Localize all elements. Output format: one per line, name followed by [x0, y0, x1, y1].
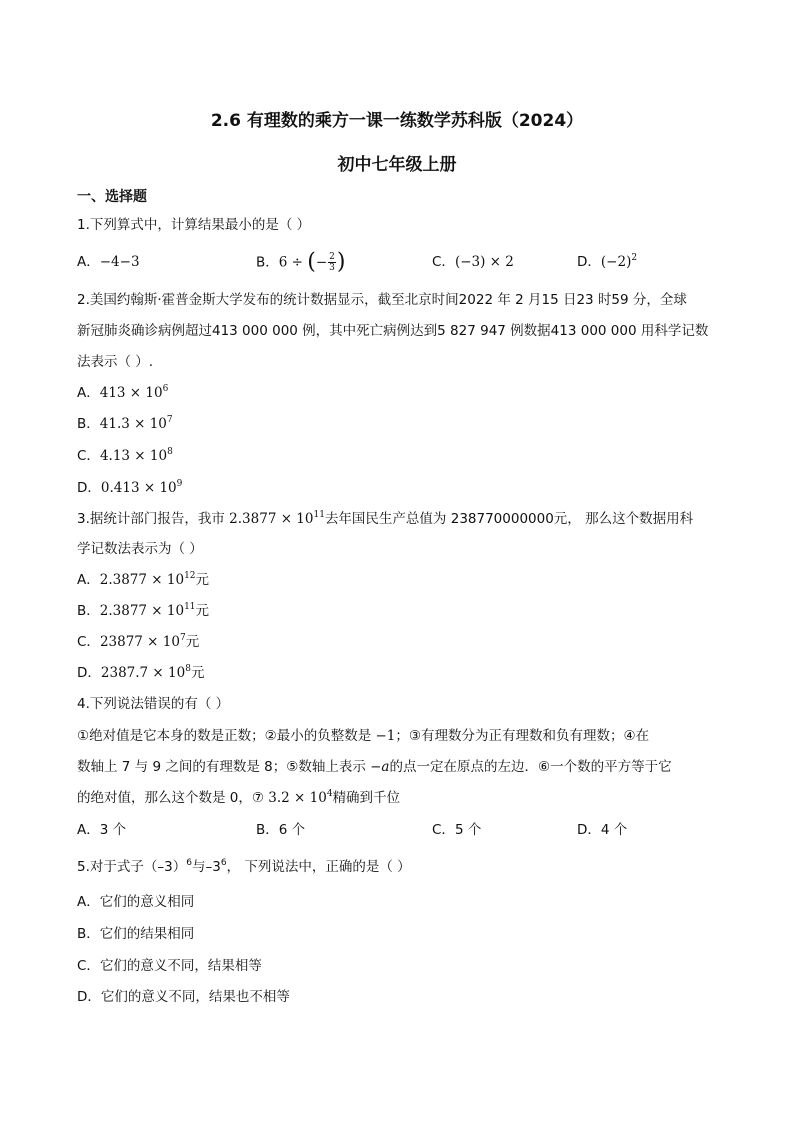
q3-option-b [77, 601, 209, 621]
option-exponent: 12 [184, 571, 196, 581]
option-base: 4.13 × 10 [99, 448, 168, 464]
option-label: D． [577, 822, 601, 838]
option-base: 413 × 10 [99, 385, 163, 401]
q5-option-b [77, 924, 194, 944]
stem-math-exponent: 11 [313, 510, 325, 520]
stem-text: 5.对于式子（–3） [77, 859, 187, 875]
q4-statements-line2 [77, 757, 672, 777]
statement-math-exponent: 4 [326, 789, 333, 799]
option-text: 它们的意义不同，结果也不相等 [100, 989, 290, 1005]
option-text: 5 个 [454, 822, 482, 838]
option-text: 它们的意义不同，结果相等 [99, 958, 262, 974]
statement-math: −1 [375, 728, 396, 744]
section-heading: 一、选择题 [77, 189, 147, 205]
option-base: 2.3877 × 10 [99, 572, 185, 588]
option-expr-prefix: 6 ÷ [278, 254, 303, 271]
q2-option-b [77, 414, 173, 434]
option-expr: −4−3 [99, 254, 140, 270]
minus-sign: − [315, 254, 328, 271]
option-label: B． [256, 822, 279, 838]
option-label: D． [577, 254, 601, 270]
statement-math-base: 3.2 × 10 [268, 790, 327, 806]
page-title: 2.6 有理数的乘方一课一练数学苏科版（2024） [210, 111, 584, 131]
option-base: 41.3 × 10 [99, 416, 167, 432]
q3-stem-line2: 学记数法表示为（ ） [77, 541, 203, 557]
statement-text: 精确到千位 [332, 790, 401, 806]
q3-stem-line1 [77, 509, 693, 529]
statement-text: 的绝对值，那么这个数是 0，⑦ [77, 790, 269, 806]
q4-statements-line1 [77, 726, 649, 746]
option-text: 3 个 [99, 822, 127, 838]
option-expr: (−3) × 2 [454, 254, 514, 270]
q1-stem: 1.下列算式中，计算结果最小的是（ ） [77, 217, 311, 233]
q5-option-c [77, 956, 262, 976]
option-text: 它们的结果相同 [99, 926, 195, 942]
option-text: 6 个 [278, 822, 306, 838]
left-paren: ( [307, 249, 316, 275]
option-exponent: 8 [185, 664, 191, 674]
fraction [328, 252, 336, 273]
q2-option-c [77, 446, 173, 466]
stem-text: 去年国民生产总值为 238770000000元， 那么这个数据用科 [324, 511, 694, 527]
option-label: B． [256, 254, 279, 271]
option-exponent: 7 [166, 415, 173, 425]
q2-option-a [77, 383, 168, 403]
option-exponent: 2 [631, 253, 638, 263]
option-label: D． [77, 989, 101, 1005]
option-unit: 元 [195, 603, 210, 619]
q3-option-d [77, 663, 204, 683]
stem-text: ， 下列说法中，正确的是（ ） [226, 859, 411, 875]
option-exponent: 7 [179, 633, 186, 643]
option-base: 0.413 × 10 [100, 480, 177, 496]
option-label: C． [432, 254, 455, 270]
stem-exponent: 6 [186, 858, 192, 868]
q2-option-d [77, 478, 182, 498]
q1-option-a [77, 252, 140, 272]
stem-math-base: 2.3877 × 10 [229, 511, 314, 527]
option-label: A． [77, 822, 100, 838]
fraction-numerator: 2 [329, 252, 335, 262]
q4-stem: 4.下列说法错误的有（ ） [77, 696, 230, 712]
option-label: B． [77, 603, 100, 619]
stem-text: 与–3 [191, 859, 221, 875]
q4-option-a [77, 820, 126, 840]
option-label: A． [77, 572, 100, 588]
q1-option-d [577, 252, 637, 272]
option-label: A． [77, 254, 100, 270]
q2-stem-line3: 法表示（ ）. [77, 354, 154, 370]
option-label: C． [432, 822, 455, 838]
q5-option-d [77, 987, 290, 1007]
option-label: A． [77, 385, 100, 401]
option-unit: 元 [185, 634, 200, 650]
page-subtitle: 初中七年级上册 [337, 155, 457, 175]
statement-text: ①绝对值是它本身的数是正数；②最小的负整数是 [77, 728, 376, 744]
q4-option-d [577, 820, 627, 840]
option-label: D． [77, 480, 101, 496]
option-base: 23877 × 10 [99, 634, 180, 650]
q3-option-a [77, 570, 209, 590]
option-exponent: 6 [162, 384, 169, 394]
statement-text: ；③有理数分为正有理数和负有理数；④在 [395, 728, 650, 744]
option-text: 它们的意义相同 [99, 894, 195, 910]
q4-statements-line3 [77, 788, 400, 808]
statement-math: −a [370, 759, 390, 775]
option-label: B． [77, 416, 100, 432]
q4-option-b [256, 820, 305, 840]
q2-stem-line2: 新冠肺炎确诊病例超过413 000 000 例，其中死亡病例达到5 827 947 例数据413 000 000 用科学记数 [77, 323, 709, 339]
option-base: 2387.7 × 10 [100, 665, 186, 681]
stem-text: 3.据统计部门报告，我市 [77, 511, 230, 527]
q1-option-b [256, 249, 346, 275]
q5-stem [77, 857, 411, 877]
q5-option-a [77, 892, 194, 912]
option-text: 4 个 [600, 822, 628, 838]
option-label: C． [77, 634, 100, 650]
option-label: A． [77, 894, 100, 910]
option-unit: 元 [195, 572, 210, 588]
option-base: (−2) [600, 254, 632, 270]
option-unit: 元 [190, 665, 205, 681]
q1-option-c [432, 252, 514, 272]
option-exponent: 11 [184, 602, 196, 612]
q2-stem-line1: 2.美国约翰斯·霍普金斯大学发布的统计数据显示，截至北京时间2022 年 2 月15 日23 时59 分，全球 [77, 292, 687, 308]
right-paren: ) [336, 249, 346, 275]
option-label: C． [77, 958, 100, 974]
option-label: B． [77, 926, 100, 942]
statement-text: 的点一定在原点的左边．⑥一个数的平方等于它 [389, 759, 672, 775]
option-exponent: 8 [167, 447, 173, 457]
fraction-denominator: 3 [329, 263, 335, 273]
option-exponent: 9 [176, 479, 183, 489]
q4-option-c [432, 820, 481, 840]
stem-exponent: 6 [220, 858, 227, 868]
option-label: D． [77, 665, 101, 681]
option-label: C． [77, 448, 100, 464]
q3-option-c [77, 632, 199, 652]
statement-text: 数轴上 7 与 9 之间的有理数是 8；⑤数轴上表示 [77, 759, 371, 775]
option-base: 2.3877 × 10 [99, 603, 185, 619]
